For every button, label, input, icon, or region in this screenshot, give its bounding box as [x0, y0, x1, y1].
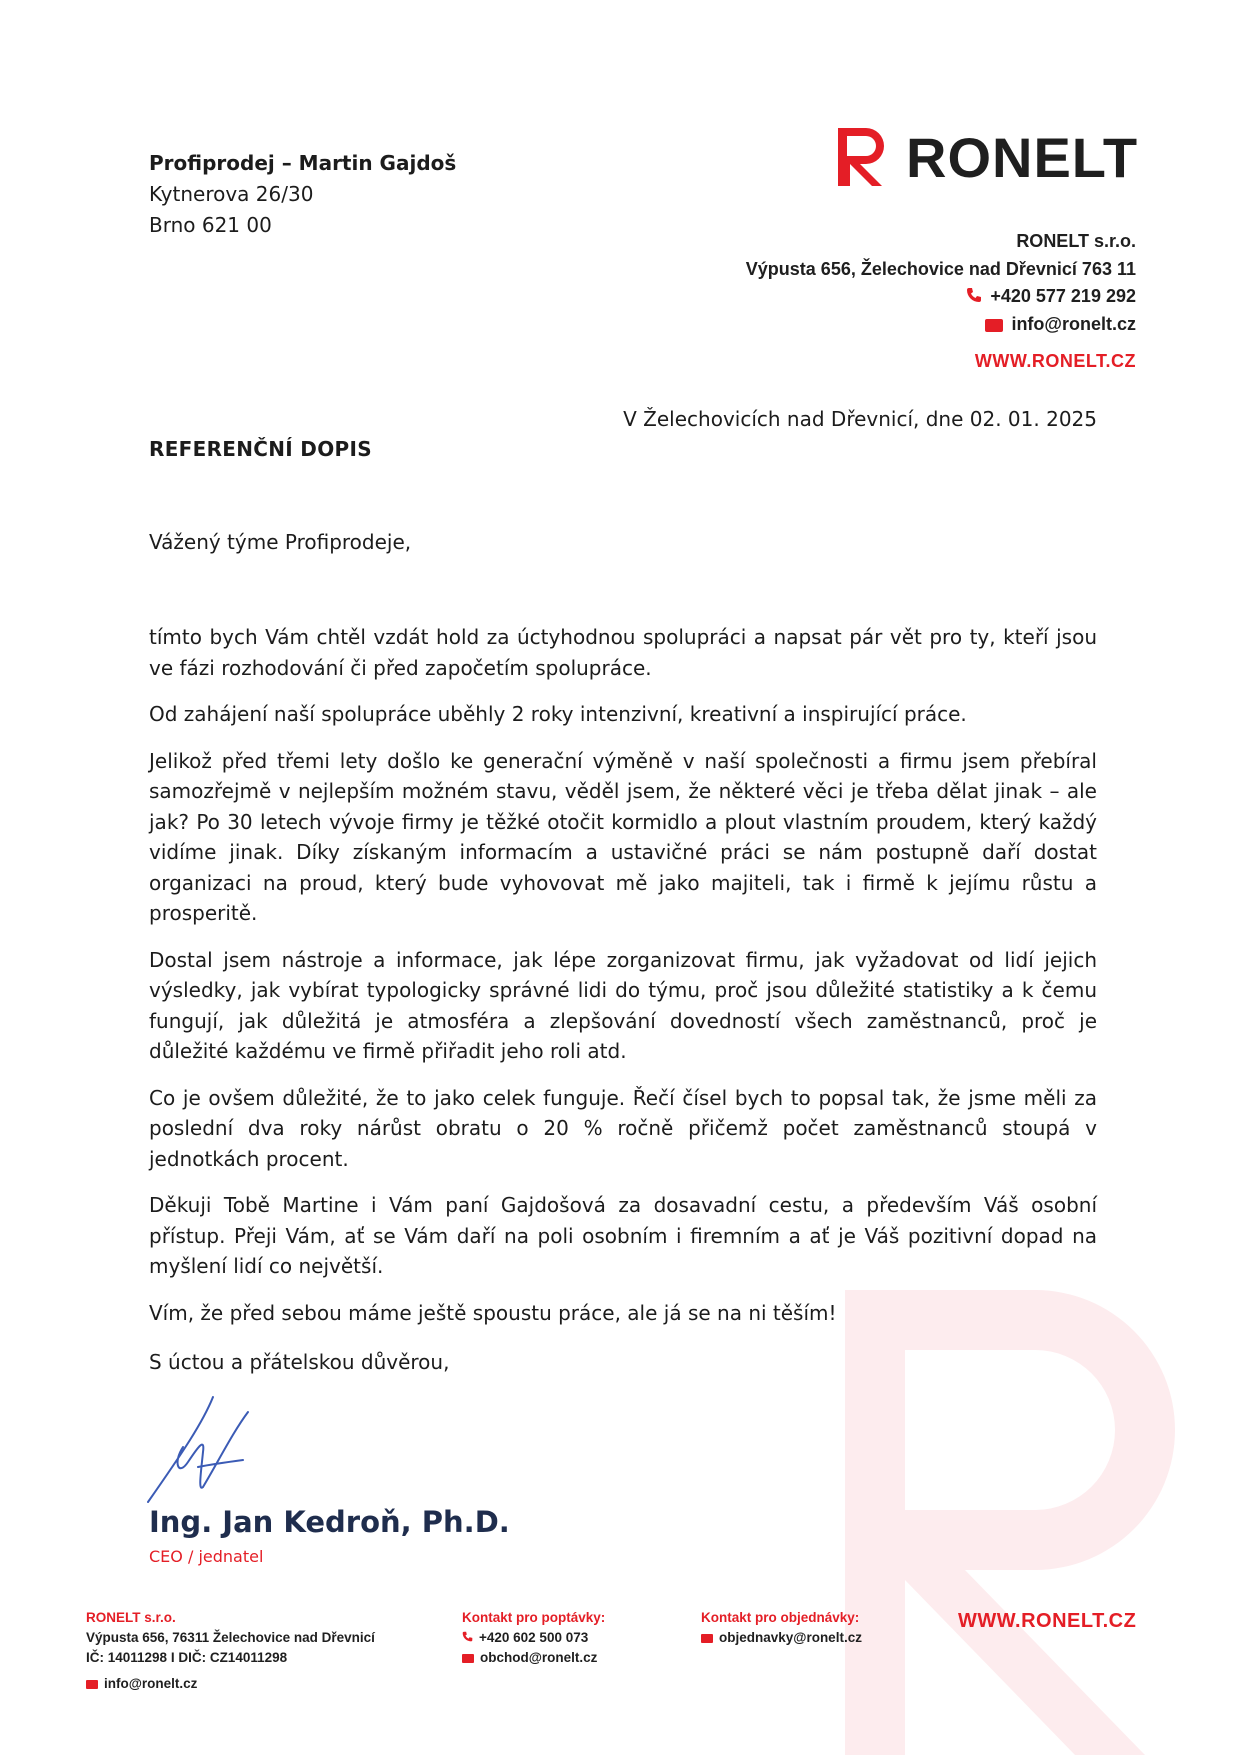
- body-paragraph: Vím, že před sebou máme ještě spoustu práce, ale já se na ni těším!: [149, 1300, 837, 1325]
- sender-address: Výpusta 656, Želechovice nad Dřevnicí 763 11: [745, 258, 1136, 279]
- sender-company: RONELT s.r.o.: [1016, 231, 1136, 251]
- footer-inquiry-block: [462, 1608, 605, 1668]
- body-paragraph: Od zahájení naší spolupráce uběhly 2 roky intenzivní, kreativní a inspirující práce.: [149, 702, 967, 726]
- footer-inquiry-phone[interactable]: +420 602 500 073: [479, 1630, 589, 1645]
- signer-name: Ing. Jan Kedroň, Ph.D.: [149, 1505, 510, 1539]
- footer-inquiry-email-row: [462, 1648, 605, 1668]
- company-logo: [838, 124, 1138, 194]
- letter-date: V Želechovicích nad Dřevnicí, dne 02. 01. 2025: [623, 407, 1097, 431]
- footer-address: Výpusta 656, 76311 Želechovice nad Dřevnicí: [86, 1630, 375, 1645]
- recipient-street: Kytnerova 26/30: [149, 182, 314, 206]
- watermark-logo: [845, 1290, 1190, 1755]
- handwritten-signature: [143, 1392, 263, 1507]
- logo-r-icon: [838, 128, 888, 186]
- mail-icon: [86, 1680, 98, 1689]
- footer-email-row: [86, 1674, 375, 1694]
- footer-inquiry-phone-row: [462, 1628, 605, 1648]
- footer-orders-title: Kontakt pro objednávky:: [701, 1610, 860, 1625]
- sender-email-row: [746, 311, 1136, 339]
- recipient-address: [149, 148, 456, 241]
- sender-phone[interactable]: +420 577 219 292: [990, 286, 1136, 306]
- body-paragraph: Co je ovšem důležité, že to jako celek funguje. Řečí čísel bych to popsal tak, že jsme měli za poslední dva roky nárůst obratu o 20 % ročně přičemž počet zaměstnanců stoupá v jednotkách procent.: [149, 1085, 1097, 1171]
- footer-company-block: [86, 1608, 375, 1694]
- sender-phone-row: [746, 283, 1136, 311]
- phone-icon: [966, 284, 982, 312]
- letter-body: [149, 622, 1097, 1344]
- sender-website[interactable]: WWW.RONELT.CZ: [974, 350, 1136, 371]
- footer-inquiry-email[interactable]: obchod@ronelt.cz: [480, 1650, 598, 1666]
- body-paragraph: Děkuji Tobě Martine i Vám paní Gajdošová za dosavadní cestu, a především Váš osobní přístup. Přeji Vám, ať se Vám daří na poli osobním i firemním a ať je Váš pozitivní dopad na myšlení lidí co největší.: [149, 1193, 1097, 1278]
- footer-inquiry-title: Kontakt pro poptávky:: [462, 1610, 606, 1625]
- body-paragraph: Jelikož před třemi lety došlo ke generační výměně v naší společnosti a firmu jsem přebíral samozřejmě v nejlepším možném stavu, věděl jsem, že některé věci je třeba dělat jinak – ale jak? Po 30 letech vývoje firmy je těžké otočit kormidlo a plout vlastním proudem, který každý vidíme jinak. Díky získaným informacím a ustavičné práci se nám postupně daří dostat organizaci na proud, který bude vyhovovat mě jako majiteli, tak i firmě k jejímu růstu a prosperitě.: [149, 748, 1097, 925]
- footer-website[interactable]: WWW.RONELT.CZ: [958, 1610, 1137, 1632]
- letter-subject: REFERENČNÍ DOPIS: [149, 437, 372, 461]
- sender-contact-block: [746, 228, 1136, 375]
- body-paragraph: tímto bych Vám chtěl vzdát hold za úctyhodnou spolupráci a napsat pár vět pro ty, kteří jsou ve fázi rozhodování či před započetím spolupráce.: [149, 625, 1097, 680]
- mail-icon: [462, 1654, 474, 1663]
- footer-orders-block: [701, 1608, 862, 1648]
- recipient-name: Profiprodej – Martin Gajdoš: [149, 151, 457, 175]
- mail-icon: [985, 319, 1003, 332]
- recipient-city: Brno 621 00: [149, 213, 272, 237]
- sender-email[interactable]: info@ronelt.cz: [1011, 314, 1136, 334]
- body-paragraph: Dostal jsem nástroje a informace, jak lépe zorganizovat firmu, jak vyžadovat od lidí jejich výsledky, jak vybírat typologicky správné lidi do týmu, proč jsou důležité statistiky a k čemu fungují, jak důležitá je atmosféra a zlepšování dovedností všech zaměstnanců, proč je důležité každému ve firmě přiřadit jeho roli atd.: [149, 947, 1097, 1063]
- phone-icon: [462, 1628, 473, 1648]
- footer-orders-email-row: [701, 1628, 862, 1648]
- footer-orders-email[interactable]: objednavky@ronelt.cz: [719, 1630, 862, 1645]
- footer-ids: IČ: 14011298 I DIČ: CZ14011298: [86, 1650, 288, 1665]
- footer-company: RONELT s.r.o.: [86, 1610, 176, 1625]
- mail-icon: [701, 1634, 713, 1643]
- letter-greeting: Vážený týme Profiprodeje,: [149, 530, 412, 554]
- footer-email[interactable]: info@ronelt.cz: [104, 1676, 198, 1691]
- logo-wordmark: RONELT: [906, 126, 1139, 189]
- signer-role: CEO / jednatel: [149, 1547, 264, 1566]
- letter-closing: S úctou a přátelskou důvěrou,: [149, 1350, 450, 1374]
